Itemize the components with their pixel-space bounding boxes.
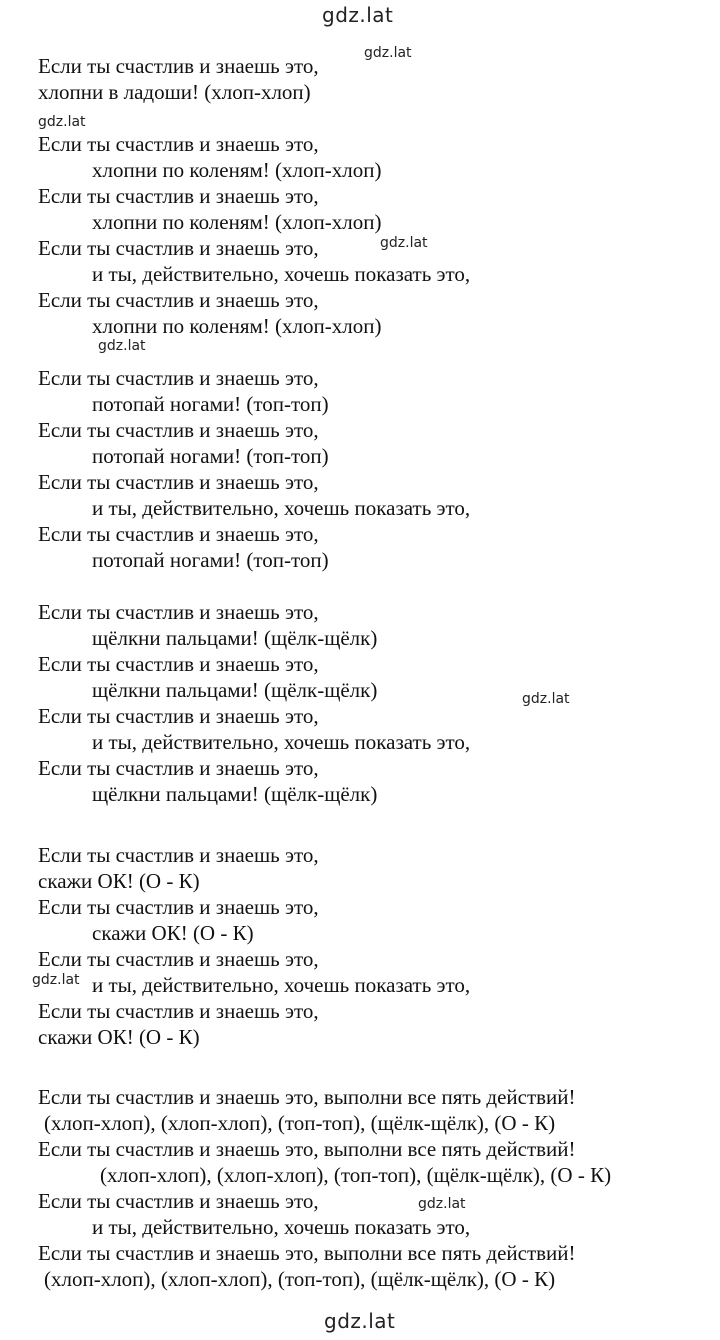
song-line: Если ты счастлив и знаешь это, [38, 756, 319, 780]
song-line: Если ты счастлив и знаешь это, [38, 132, 319, 156]
watermark: gdz.lat [32, 972, 80, 988]
song-line: и ты, действительно, хочешь показать это, [92, 730, 471, 754]
watermark: gdz.lat [522, 691, 570, 707]
song-line: и ты, действительно, хочешь показать это, [92, 1215, 471, 1239]
song-line: хлопни в ладоши! (хлоп-хлоп) [38, 80, 311, 104]
song-line: Если ты счастлив и знаешь это, [38, 366, 319, 390]
song-line: скажи ОК! (О - К) [38, 1025, 200, 1049]
song-line: Если ты счастлив и знаешь это, выполни все пять действий! [38, 1085, 576, 1109]
song-line: хлопни по коленям! (хлоп-хлоп) [92, 158, 382, 182]
song-line: щёлкни пальцами! (щёлк-щёлк) [92, 782, 378, 806]
song-line: Если ты счастлив и знаешь это, [38, 470, 319, 494]
song-line: Если ты счастлив и знаешь это, выполни все пять действий! [38, 1137, 576, 1161]
song-line: щёлкни пальцами! (щёлк-щёлк) [92, 626, 378, 650]
song-line: щёлкни пальцами! (щёлк-щёлк) [92, 678, 378, 702]
watermark-bottom: gdz.lat [324, 1309, 396, 1333]
song-line: скажи ОК! (О - К) [38, 869, 200, 893]
watermark: gdz.lat [38, 114, 86, 130]
song-line: потопай ногами! (топ-топ) [92, 392, 329, 416]
song-line: Если ты счастлив и знаешь это, [38, 522, 319, 546]
song-line: Если ты счастлив и знаешь это, [38, 843, 319, 867]
song-line: (хлоп-хлоп), (хлоп-хлоп), (топ-топ), (щёлк-щёлк), (О - К) [44, 1267, 556, 1291]
song-line: Если ты счастлив и знаешь это, [38, 418, 319, 442]
watermark: gdz.lat [364, 45, 412, 61]
song-line: хлопни по коленям! (хлоп-хлоп) [92, 314, 382, 338]
song-line: и ты, действительно, хочешь показать это, [92, 262, 471, 286]
watermark: gdz.lat [98, 338, 146, 354]
song-line: Если ты счастлив и знаешь это, [38, 1189, 319, 1213]
song-line: Если ты счастлив и знаешь это, [38, 895, 319, 919]
song-line: Если ты счастлив и знаешь это, [38, 236, 319, 260]
song-line: Если ты счастлив и знаешь это, [38, 54, 319, 78]
song-line: Если ты счастлив и знаешь это, [38, 704, 319, 728]
song-line: (хлоп-хлоп), (хлоп-хлоп), (топ-топ), (щёлк-щёлк), (О - К) [100, 1163, 612, 1187]
song-line: Если ты счастлив и знаешь это, [38, 184, 319, 208]
song-line: Если ты счастлив и знаешь это, [38, 288, 319, 312]
song-line: Если ты счастлив и знаешь это, [38, 999, 319, 1023]
song-line: Если ты счастлив и знаешь это, [38, 947, 319, 971]
song-line: потопай ногами! (топ-топ) [92, 548, 329, 572]
watermark-top: gdz.lat [322, 3, 394, 27]
song-line: потопай ногами! (топ-топ) [92, 444, 329, 468]
song-line: Если ты счастлив и знаешь это, [38, 652, 319, 676]
song-line: (хлоп-хлоп), (хлоп-хлоп), (топ-топ), (щёлк-щёлк), (О - К) [44, 1111, 556, 1135]
song-line: Если ты счастлив и знаешь это, выполни все пять действий! [38, 1241, 576, 1265]
song-line: и ты, действительно, хочешь показать это, [92, 973, 471, 997]
watermark: gdz.lat [418, 1196, 466, 1212]
watermark: gdz.lat [380, 235, 428, 251]
song-line: Если ты счастлив и знаешь это, [38, 600, 319, 624]
song-line: скажи ОК! (О - К) [92, 921, 254, 945]
song-line: хлопни по коленям! (хлоп-хлоп) [92, 210, 382, 234]
song-line: и ты, действительно, хочешь показать это, [92, 496, 471, 520]
